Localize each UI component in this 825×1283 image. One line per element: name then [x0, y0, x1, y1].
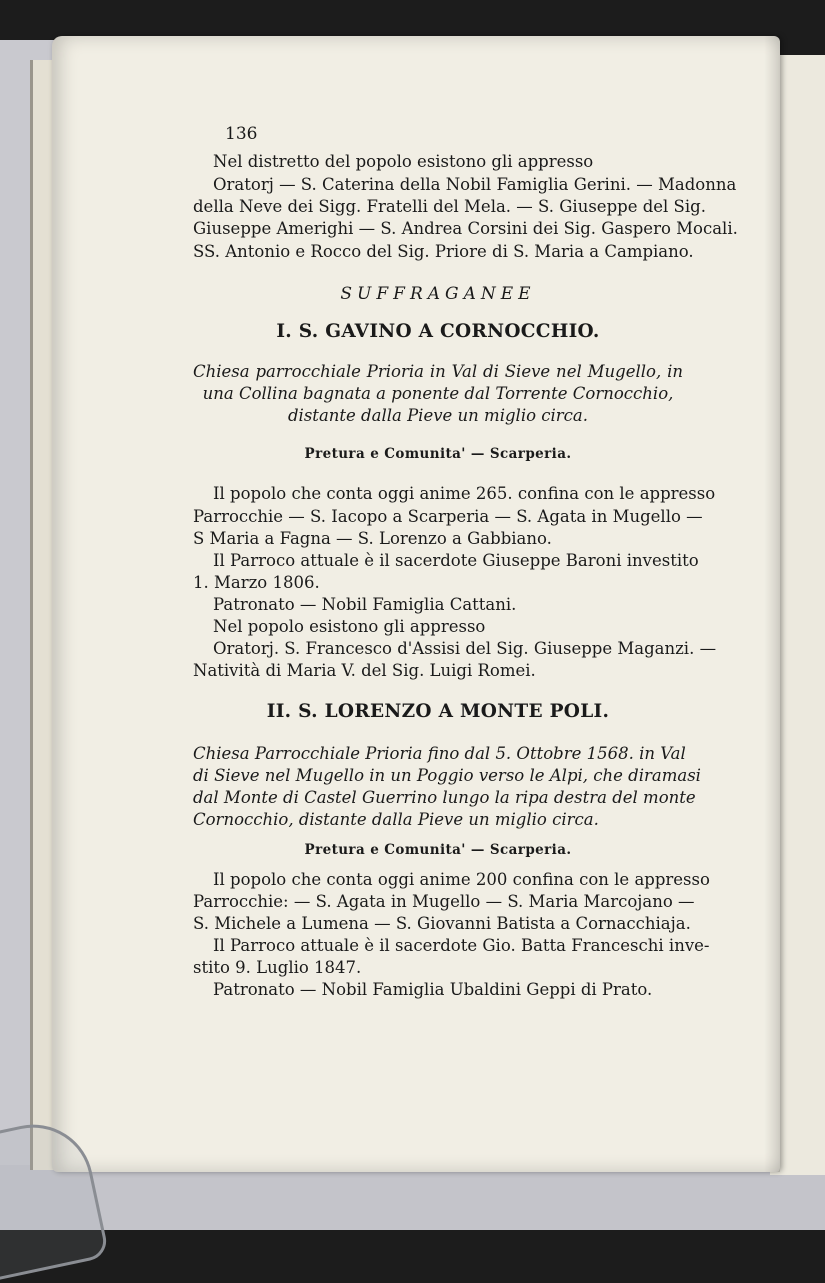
description-line: di Sieve nel Mugello in un Poggio verso le Alpi, che diramasi	[193, 766, 701, 785]
text-line: Il popolo che conta oggi anime 265. confina con le appresso	[213, 484, 716, 503]
description-line: Cornocchio, distante dalla Pieve un miglio circa.	[193, 810, 599, 829]
jurisdiction: Pretura e Comunita' — Scarperia.	[304, 446, 572, 462]
text-line: Nel popolo esistono gli appresso	[213, 617, 486, 636]
description-line: una Collina bagnata a ponente dal Torrente Cornocchio,	[202, 384, 674, 403]
text-line: Il popolo che conta oggi anime 200 confina con le appresso	[213, 870, 710, 889]
text-line: Oratorj. S. Francesco d'Assisi del Sig. Giuseppe Maganzi. —	[213, 639, 717, 658]
page-number: 136	[225, 124, 258, 144]
text-line: Il Parroco attuale è il sacerdote Gio. Batta Franceschi inve-	[213, 936, 710, 955]
text-line: Oratorj — S. Caterina della Nobil Famiglia Gerini. — Madonna	[213, 175, 737, 194]
entry-heading: II. S. LORENZO A MONTE POLI.	[266, 701, 610, 722]
text-line: Natività di Maria V. del Sig. Luigi Romei.	[193, 661, 536, 680]
text-line: della Neve dei Sigg. Fratelli del Mela. — S. Giuseppe del Sig.	[193, 197, 706, 216]
text-line: Il Parroco attuale è il sacerdote Giuseppe Baroni investito	[213, 551, 699, 570]
text-line: Parrocchie: — S. Agata in Mugello — S. Maria Marcojano —	[193, 892, 695, 911]
text-line: stito 9. Luglio 1847.	[193, 958, 362, 977]
description-line: Chiesa Parrocchiale Prioria fino dal 5. Ottobre 1568. in Val	[193, 744, 686, 763]
description-line: Chiesa parrocchiale Prioria in Val di Sieve nel Mugello, in	[193, 362, 683, 381]
text-line: 1. Marzo 1806.	[193, 573, 320, 592]
table-surface-bottom	[0, 1165, 825, 1230]
text-line: S Maria a Fagna — S. Lorenzo a Gabbiano.	[193, 529, 552, 548]
text-line: Patronato — Nobil Famiglia Ubaldini Geppi di Prato.	[213, 980, 653, 999]
text-line: S. Michele a Lumena — S. Giovanni Batista a Cornacchiaja.	[193, 914, 691, 933]
description-line: dal Monte di Castel Guerrino lungo la ripa destra del monte	[193, 788, 696, 807]
text-line: SS. Antonio e Rocco del Sig. Priore di S. Maria a Campiano.	[193, 242, 694, 261]
text-line: Giuseppe Amerighi — S. Andrea Corsini dei Sig. Gaspero Mocali.	[193, 219, 738, 238]
text-line: Patronato — Nobil Famiglia Cattani.	[213, 595, 517, 614]
entry-heading: I. S. GAVINO A CORNOCCHIO.	[276, 321, 600, 342]
text-line: Nel distretto del popolo esistono gli appresso	[213, 152, 594, 171]
section-title: SUFFRAGANEE	[340, 284, 536, 304]
description-line: distante dalla Pieve un miglio circa.	[288, 406, 588, 425]
text-line: Parrocchie — S. Iacopo a Scarperia — S. Agata in Mugello —	[193, 507, 703, 526]
gutter-shadow	[764, 36, 780, 1172]
jurisdiction: Pretura e Comunita' — Scarperia.	[304, 842, 572, 858]
